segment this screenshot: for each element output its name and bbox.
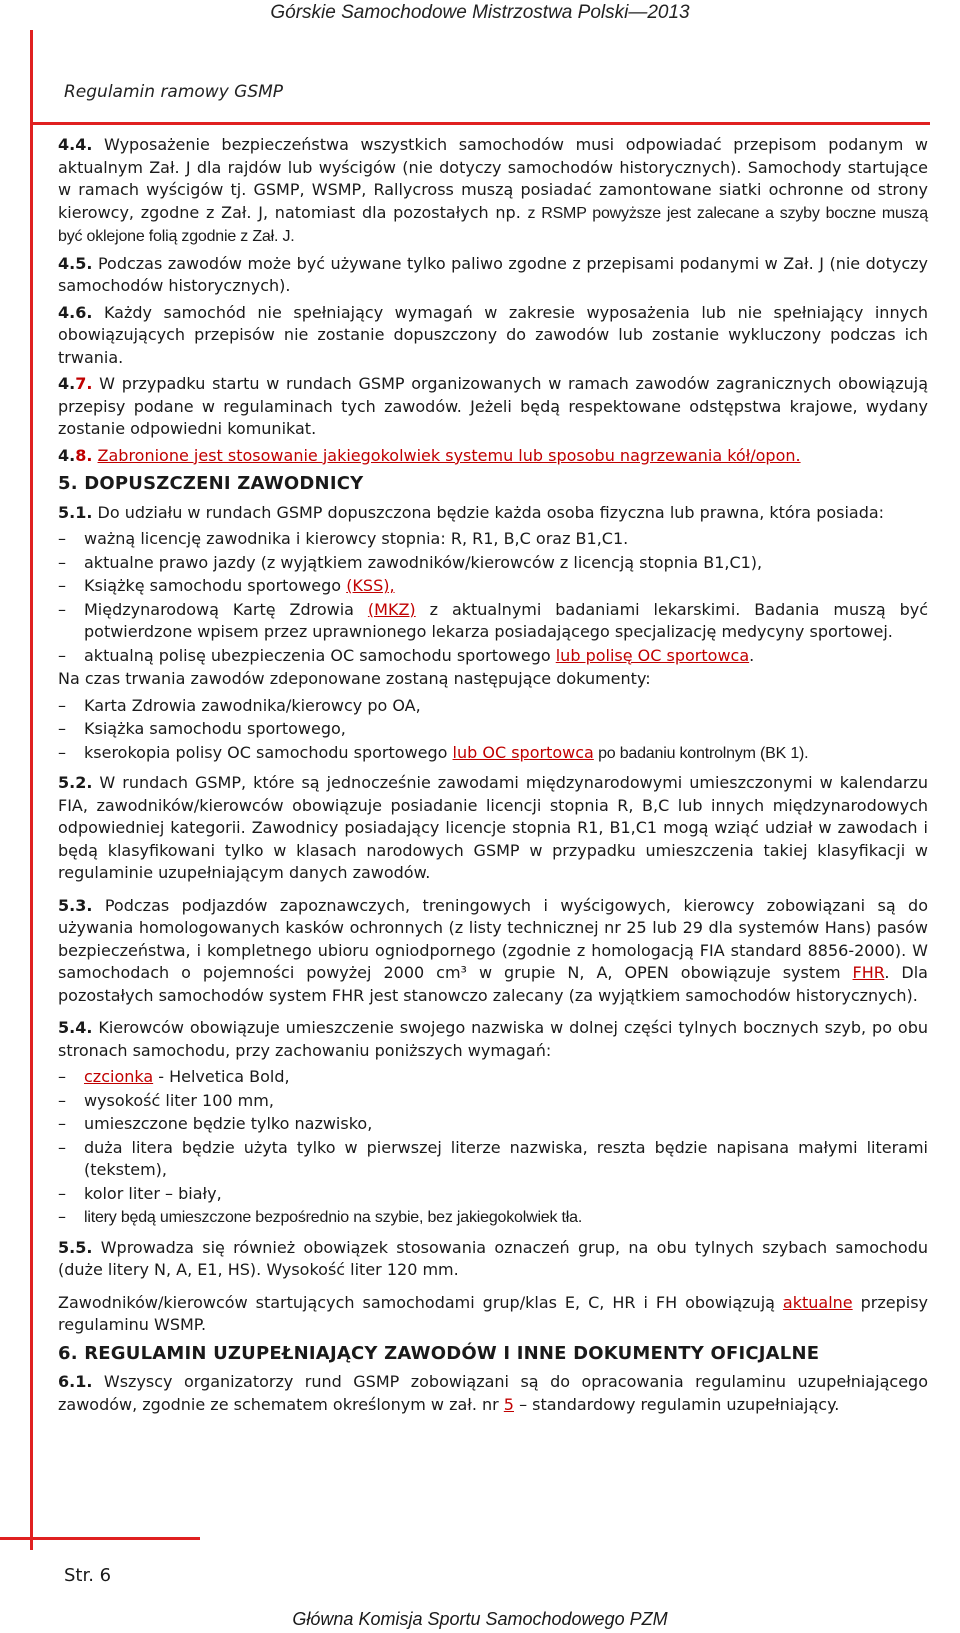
paragraph-text: W przypadku startu w rundach GSMP organizowanych w ramach zawodów zagranicznych obowiązują przepisy podane w regulaminach tych zawodów. Jeżeli będą respektowane odstępstwa krajowe, wydany zostanie odpowiedni komunikat.: [58, 374, 928, 438]
annex-5-link[interactable]: 5: [503, 1394, 514, 1414]
list-item: [58, 718, 928, 741]
paragraph-5-4: [58, 1017, 928, 1062]
list-item: [58, 1090, 928, 1113]
section-number: 5.1.: [58, 502, 93, 522]
paragraph-5-3: [58, 895, 928, 1008]
list-item: [58, 1206, 928, 1230]
section-number-part-red: 7.: [75, 374, 93, 393]
list-item-text: - Helvetica Bold,: [153, 1067, 290, 1086]
page-number: Str. 6: [64, 1565, 112, 1586]
paragraph-text: Każdy samochód nie spełniający wymagań w zakresie wyposażenia lub nie spełniający innych obowiązujących przepisów nie zostanie dopuszczony do zawodów lub zostanie wykluczony podczas ich trwania.: [58, 302, 928, 367]
list-item: [58, 575, 928, 598]
header-rule: [30, 122, 930, 125]
paragraph-text: Kierowców obowiązuje umieszczenie swojego nazwiska w dolnej części tylnych bocznych szyb, po obu stronach samochodu, przy zachowaniu poniższych wymagań:: [58, 1018, 928, 1060]
document-body: [58, 134, 928, 1420]
list-item-text: litery będą umieszczone bezpośrednio na szybie, bez jakiegokolwiek tła.: [84, 1209, 583, 1226]
list-item: [58, 742, 928, 766]
deposited-documents-list: [58, 695, 928, 766]
page-footer-org: Główna Komisja Sportu Samochodowego PZM: [292, 1609, 668, 1629]
footer-rule: [0, 1537, 200, 1540]
paragraph-5-1: [58, 502, 928, 525]
list-item-text: umieszczone będzie tylko nazwisko,: [84, 1114, 373, 1133]
paragraph-4-4: [58, 134, 928, 249]
section-number-part: 4.: [58, 445, 76, 465]
section-number: 5.5.: [58, 1237, 93, 1257]
oc-link[interactable]: lub OC sportowca: [452, 742, 594, 762]
section-number: 5.3.: [58, 895, 93, 915]
left-margin-rule: [30, 30, 33, 1550]
list-item-text: aktualną polisę ubezpieczenia OC samochodu sportowego: [84, 645, 556, 665]
list-item-text: Książka samochodu sportowego,: [84, 719, 346, 738]
paragraph-text: Podczas podjazdów zapoznawczych, treningowych i wyścigowych, kierowcy zobowiązani są do używania homologowanych kasków ochronnych (z listy technicznej nr 25 lub 29 dla systemów Hans) pasów bezpieczeństwa, i kompletnego ubioru ogniodpornego (zgodnie z homologacją FIA standard 8856-2000). W samochodach o pojemności powyżej 2000 cm³ w grupie N, A, OPEN obowiązuje system: [58, 895, 928, 982]
paragraph-wsmp: [58, 1292, 928, 1337]
list-item: [58, 1137, 928, 1182]
oc-sportowca-link[interactable]: lub polisę OC sportowca: [555, 645, 750, 665]
paragraph-4-6: [58, 302, 928, 370]
paragraph-6-1: [58, 1371, 928, 1416]
list-item-text: ważną licencję zawodnika i kierowcy stopnia: R, R1, B,C oraz B1,C1.: [84, 529, 629, 548]
section-heading-5: 5. DOPUSZCZENI ZAWODNICY: [58, 473, 364, 494]
list-item: [58, 552, 928, 575]
section-number: 4.4.: [58, 135, 93, 154]
section-number: 5.2.: [58, 773, 93, 792]
list-item: [58, 1113, 928, 1136]
paragraph-text: Do udziału w rundach GSMP dopuszczona będzie każda osoba fizyczna lub prawna, która posiada:: [92, 502, 885, 522]
list-item-text: z aktualnymi badaniami lekarskimi. Badania muszą być potwierdzone wpisem przez uprawnionego lekarza posiadającego specjalizację medycyny sportowej.: [84, 599, 929, 641]
paragraph-text: . Dla pozostałych samochodów system FHR jest stanowczo zalecany (za wyjątkiem samochodów historycznych).: [58, 963, 928, 1005]
list-item-text: Karta Zdrowia zawodnika/kierowcy po OA,: [84, 695, 421, 715]
paragraph-4-5: [58, 253, 928, 298]
paragraph-text: Wszyscy organizatorzy rund GSMP zobowiązani są do opracowania regulaminu uzupełniającego zawodów, zgodnie ze schematem określonym w zał. nr: [58, 1372, 928, 1414]
list-item: [58, 645, 928, 668]
section-number: 4.5.: [58, 253, 93, 273]
paragraph-text: Zawodników/kierowców startujących samochodami grup/klas E, C, HR i FH obowiązują: [58, 1292, 783, 1312]
section-number-part-red: 8.: [75, 445, 93, 465]
paragraph-text: Podczas zawodów może być używane tylko paliwo zgodne z przepisami podanymi w Zał. J (nie dotyczy samochodów historycznych).: [58, 253, 928, 295]
list-item-text: duża litera będzie użyta tylko w pierwszej literze nazwiska, reszta będzie napisana małymi literami (tekstem),: [84, 1137, 928, 1179]
paragraph-5-5: [58, 1237, 928, 1282]
list-item: [58, 1066, 928, 1089]
list-item-text: .: [749, 645, 755, 665]
amendment-link[interactable]: Zabronione jest stosowanie jakiegokolwiek systemu lub sposobu nagrzewania kół/opon.: [97, 445, 801, 465]
mkz-link[interactable]: (MKZ): [367, 599, 416, 619]
paragraph-5-2: [58, 772, 928, 885]
paragraph-4-7: [58, 373, 928, 441]
list-item-text: kolor liter – biały,: [84, 1183, 222, 1203]
kss-link[interactable]: (KSS),: [346, 576, 395, 595]
list-item-text: po badaniu kontrolnym (BK 1).: [593, 744, 809, 762]
list-item-text: aktualne prawo jazdy (z wyjątkiem zawodników/kierowców z licencją stopnia B1,C1),: [84, 552, 763, 572]
requirements-list: [58, 528, 928, 667]
paragraph-text: W rundach GSMP, które są jednocześnie zawodami międzynarodowymi umieszczonymi w kalendarzu FIA, zawodników/kierowców obowiązuje posiadanie licencji stopnia R, B,C lub innych międzynarodowych odpowiedniej kategorii. Zawodnicy posiadający licencje stopnia R1, B1,C1 mogą wziąć udział w zawodach i będą klasyfikowani tylko w klasach narodowych GSMP w przypadku umieszczenia takiej klasyfikacji w regulaminie uzupełniającym danych zawodów.: [58, 773, 928, 882]
section-heading-6: 6. REGULAMIN UZUPEŁNIAJĄCY ZAWODÓW I INNE DOKUMENTY OFICJALNE: [58, 1342, 820, 1364]
list-item: [58, 528, 928, 551]
page-header-title: Górskie Samochodowe Mistrzostwa Polski—2013: [270, 2, 690, 23]
font-link[interactable]: czcionka: [84, 1067, 154, 1086]
section-number: 6.1.: [58, 1372, 93, 1391]
paragraph-4-8: [58, 445, 928, 468]
list-item-text: Książkę samochodu sportowego: [84, 576, 347, 595]
list-item: [58, 599, 928, 644]
list-item-text: wysokość liter 100 mm,: [84, 1090, 274, 1110]
section-number-part: 4.: [58, 374, 76, 393]
document-subtitle: Regulamin ramowy GSMP: [64, 82, 284, 102]
list-item-text: Międzynarodową Kartę Zdrowia: [84, 599, 368, 619]
deposit-intro: Na czas trwania zawodów zdeponowane zostaną następujące dokumenty:: [58, 669, 651, 688]
list-item-text: kserokopia polisy OC samochodu sportowego: [84, 742, 453, 762]
fhr-link[interactable]: FHR: [852, 963, 885, 982]
name-requirements-list: [58, 1066, 928, 1230]
list-item: [58, 695, 928, 718]
paragraph-text: – standardowy regulamin uzupełniający.: [513, 1394, 840, 1414]
paragraph-text: przepisy regulaminu WSMP.: [58, 1292, 928, 1334]
paragraph-text: Wyposażenie bezpieczeństwa wszystkich samochodów musi odpowiadać przepisom podanym w aktualnym Zał. J dla rajdów lub wyścigów (nie dotyczy samochodów historycznych). Samochody startujące w ramach wyścigów tj. GSMP, WSMP, Rallycross muszą posiadać zamontowane siatki ochronne od strony kierowcy, zgodne z Zał. J, natomiast dla pozostałych np.: [58, 135, 928, 222]
section-number: 5.4.: [58, 1018, 93, 1037]
paragraph-text-note: z RSMP powyższe jest zalecane a szyby boczne muszą być oklejone folią zgodnie z Zał. J.: [58, 204, 928, 245]
section-number: 4.6.: [58, 302, 93, 322]
list-item: [58, 1183, 928, 1206]
paragraph-text: Wprowadza się również obowiązek stosowania oznaczeń grup, na obu tylnych szybach samochodu (duże litery N, A, E1, HS). Wysokość liter 120 mm.: [58, 1237, 928, 1279]
wsmp-link[interactable]: aktualne: [782, 1292, 853, 1312]
